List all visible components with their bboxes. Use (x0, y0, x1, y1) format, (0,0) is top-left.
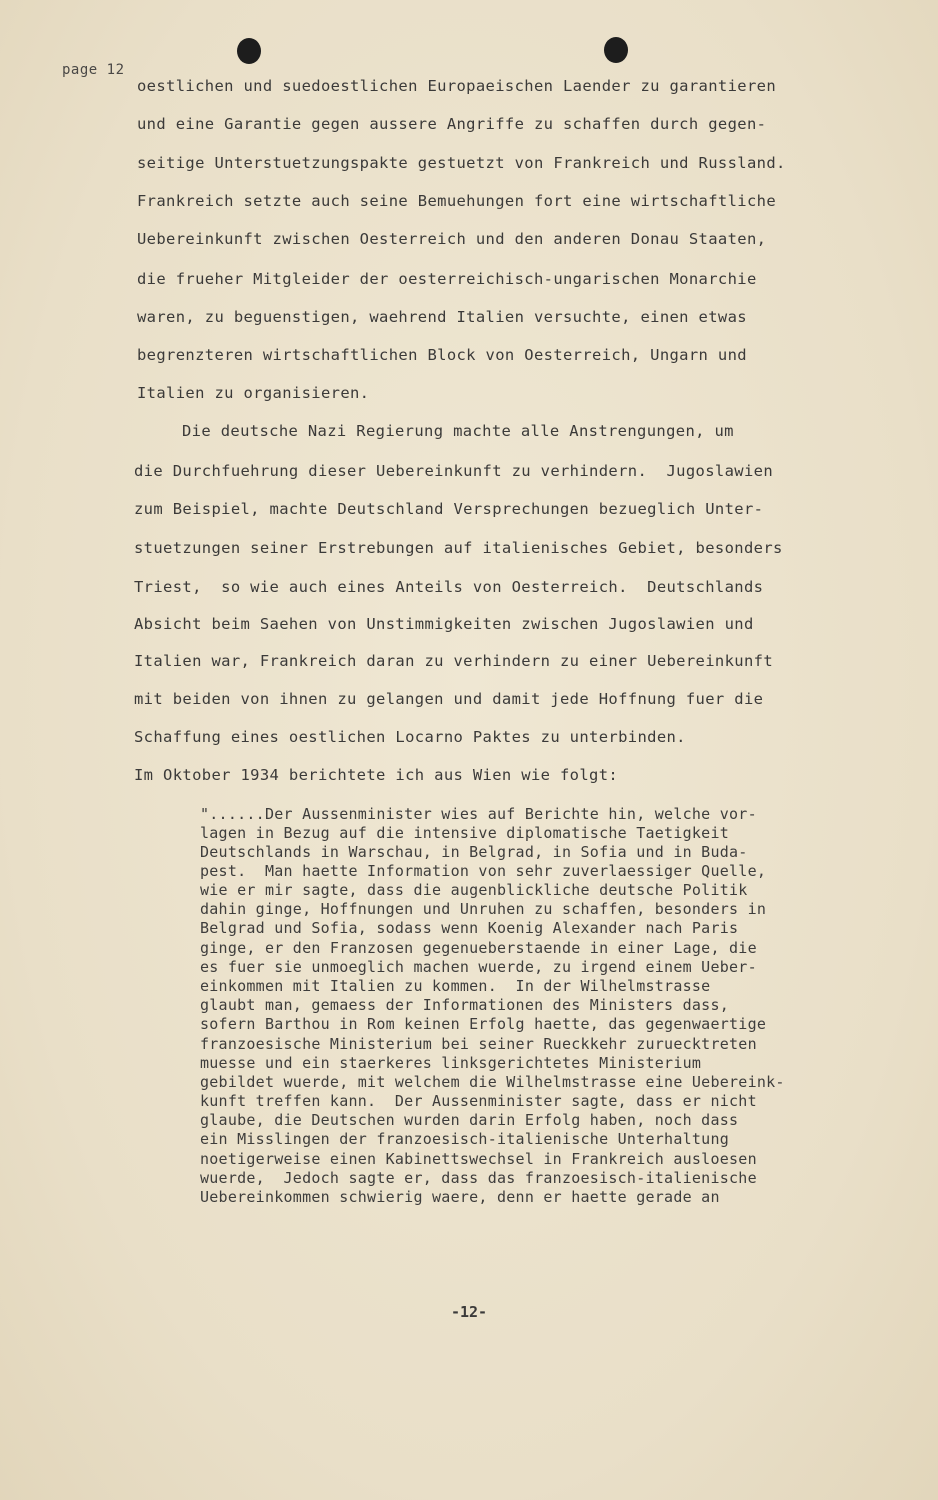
body-line: Im Oktober 1934 berichtete ich aus Wien wie folgt: (134, 766, 619, 784)
quote-line: einkommen mit Italien zu kommen. In der Wilhelmstrasse (200, 977, 711, 995)
body-line: Italien zu organisieren. (137, 384, 370, 402)
body-line: Frankreich setzte auch seine Bemuehungen fort eine wirtschaftliche (137, 192, 776, 210)
quote-line: glaubt man, gemaess der Informationen des Ministers dass, (200, 996, 730, 1014)
quote-line: muesse und ein staerkeres linksgerichtetes Ministerium (200, 1054, 702, 1072)
quote-line: ein Misslingen der franzoesisch-italienische Unterhaltung (200, 1130, 730, 1148)
body-line: Triest, so wie auch eines Anteils von Oesterreich. Deutschlands (134, 578, 764, 596)
body-line: Die deutsche Nazi Regierung machte alle Anstrengungen, um (182, 422, 734, 440)
body-line: begrenzteren wirtschaftlichen Block von Oesterreich, Ungarn und (137, 346, 747, 364)
body-line: Absicht beim Saehen von Unstimmigkeiten zwischen Jugoslawien und (134, 615, 754, 633)
body-line: die Durchfuehrung dieser Uebereinkunft zu verhindern. Jugoslawien (134, 462, 773, 480)
body-line: seitige Unterstuetzungspakte gestuetzt von Frankreich und Russland. (137, 154, 786, 172)
quote-line: pest. Man haette Information von sehr zuverlaessiger Quelle, (200, 862, 767, 880)
quote-line: franzoesische Ministerium bei seiner Rueckkehr zuruecktreten (200, 1035, 757, 1053)
quote-line: Deutschlands in Warschau, in Belgrad, in Sofia und in Buda- (200, 843, 748, 861)
body-line: die frueher Mitgleider der oesterreichisch-ungarischen Monarchie (137, 270, 757, 288)
body-line: waren, zu beguenstigen, waehrend Italien versuchte, einen etwas (137, 308, 747, 326)
quote-line: "......Der Aussenminister wies auf Berichte hin, welche vor- (200, 805, 757, 823)
body-line: Italien war, Frankreich daran zu verhindern zu einer Uebereinkunft (134, 652, 773, 670)
body-line: stuetzungen seiner Erstrebungen auf italienisches Gebiet, besonders (134, 539, 783, 557)
quote-line: wie er mir sagte, dass die augenblickliche deutsche Politik (200, 881, 748, 899)
quote-line: gebildet wuerde, mit welchem die Wilhelmstrasse eine Uebereink- (200, 1073, 785, 1091)
page-number: -12- (450, 1303, 488, 1321)
quote-line: es fuer sie unmoeglich machen wuerde, zu irgend einem Ueber- (200, 958, 757, 976)
quote-line: Belgrad und Sofia, sodass wenn Koenig Alexander nach Paris (200, 919, 739, 937)
body-line: oestlichen und suedoestlichen Europaeischen Laender zu garantieren (137, 77, 776, 95)
quote-line: dahin ginge, Hoffnungen und Unruhen zu schaffen, besonders in (200, 900, 767, 918)
body-line: mit beiden von ihnen zu gelangen und damit jede Hoffnung fuer die (134, 690, 764, 708)
quote-line: ginge, er den Franzosen gegenueberstaende in einer Lage, die (200, 939, 757, 957)
quote-line: noetigerweise einen Kabinettswechsel in Frankreich ausloesen (200, 1150, 757, 1168)
punch-hole-left (237, 38, 261, 64)
quote-line: wuerde, Jedoch sagte er, dass das franzoesisch-italienische (200, 1169, 757, 1187)
quote-line: sofern Barthou in Rom keinen Erfolg haette, das gegenwaertige (200, 1015, 767, 1033)
body-line: zum Beispiel, machte Deutschland Versprechungen bezueglich Unter- (134, 500, 764, 518)
quote-line: lagen in Bezug auf die intensive diplomatische Taetigkeit (200, 824, 730, 842)
page-label: page 12 (62, 62, 125, 78)
body-line: und eine Garantie gegen aussere Angriffe zu schaffen durch gegen- (137, 115, 767, 133)
quote-line: Uebereinkommen schwierig waere, denn er haette gerade an (200, 1188, 720, 1206)
quote-line: kunft treffen kann. Der Aussenminister sagte, dass er nicht (200, 1092, 757, 1110)
punch-hole-right (604, 37, 628, 63)
quote-line: glaube, die Deutschen wurden darin Erfolg haben, noch dass (200, 1111, 739, 1129)
body-line: Schaffung eines oestlichen Locarno Paktes zu unterbinden. (134, 728, 686, 746)
body-line: Uebereinkunft zwischen Oesterreich und den anderen Donau Staaten, (137, 230, 767, 248)
